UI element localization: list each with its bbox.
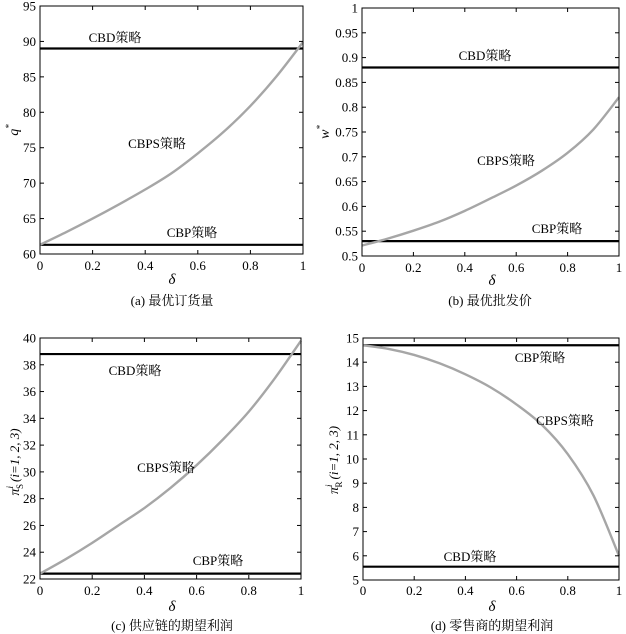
y-tick-label: 14	[346, 354, 359, 370]
plot-frame	[40, 338, 301, 579]
y-axis-label	[324, 426, 344, 494]
panel-caption: (a) 最优订货量	[130, 293, 214, 308]
y-tick-label: 26	[23, 517, 36, 533]
y-tick-label: 40	[23, 330, 36, 346]
y-axis-label-index-note: (i=1, 2, 3)	[7, 428, 22, 482]
y-axis-label-superscript: i	[5, 486, 15, 489]
series-label-cbp: CBP策略	[514, 350, 566, 365]
y-axis-label-index-note: (i=1, 2, 3)	[326, 425, 341, 480]
y-tick-label: 10	[346, 451, 359, 467]
y-tick-label: 0.8	[341, 99, 358, 115]
y-axis-label-superscript: i	[324, 484, 334, 488]
y-tick-label: 60	[23, 246, 36, 262]
x-axis-label: δ	[488, 599, 496, 615]
x-tick-label: 0.4	[136, 583, 153, 598]
y-tick-label: 70	[23, 175, 36, 191]
y-axis-label	[5, 428, 25, 495]
y-tick-label: 80	[23, 104, 36, 120]
series-label-cbd: CBD策略	[108, 363, 162, 378]
x-tick-label: 0	[359, 583, 367, 598]
x-axis-label: δ	[168, 272, 176, 288]
y-tick-label: 0.6	[341, 198, 358, 214]
y-tick-label: 0.75	[335, 124, 358, 140]
y-axis-label-symbol: q	[7, 128, 22, 136]
y-tick-label: 8	[352, 499, 359, 515]
x-tick-label: 0.4	[456, 260, 473, 275]
y-tick-label: 1	[351, 0, 358, 16]
y-tick-label: 28	[23, 491, 36, 507]
y-tick-label: 90	[23, 33, 36, 49]
y-axis-label-symbol: w	[318, 129, 333, 139]
y-tick-label: 36	[23, 384, 36, 400]
x-tick-label: 0.8	[242, 258, 259, 273]
y-tick-label: 6	[352, 548, 359, 564]
y-axis-label	[315, 125, 333, 139]
x-tick-label: 0.4	[137, 258, 154, 273]
x-tick-label: 0.6	[508, 260, 525, 275]
x-tick-label: 1	[615, 583, 623, 598]
y-tick-label: 38	[23, 357, 36, 373]
chart-panel-a	[4, 0, 306, 308]
series-label-cbps: CBPS策略	[477, 153, 535, 168]
x-tick-label: 0.6	[188, 583, 205, 598]
x-tick-label: 0.2	[406, 583, 423, 598]
y-tick-label: 0.9	[341, 50, 358, 66]
y-tick-label: 9	[352, 475, 359, 491]
chart-panel-c	[5, 331, 304, 634]
x-tick-label: 1	[615, 260, 623, 275]
y-tick-label: 11	[346, 427, 359, 443]
y-tick-label: 0.95	[335, 25, 358, 41]
x-axis-label: δ	[168, 599, 176, 615]
series-label-cbps: CBPS策略	[137, 460, 195, 475]
y-tick-label: 95	[23, 0, 36, 14]
plot-frame	[40, 6, 303, 254]
y-tick-label: 0.65	[335, 174, 358, 190]
x-tick-label: 0.8	[559, 583, 576, 598]
y-tick-label: 75	[23, 140, 36, 156]
y-tick-label: 0.7	[341, 149, 358, 165]
y-axis-label-superscript: *	[4, 124, 14, 129]
plot-frame	[363, 338, 619, 580]
y-tick-label: 34	[23, 410, 36, 426]
y-tick-label: 0.85	[335, 74, 358, 90]
x-tick-label: 0.8	[240, 583, 257, 598]
y-tick-label: 15	[346, 330, 359, 346]
series-label-cbd: CBD策略	[443, 549, 497, 564]
y-axis-label-symbol: π	[8, 488, 23, 496]
y-axis-label	[4, 124, 22, 136]
plot-frame	[362, 8, 619, 256]
series-label-cbp: CBP策略	[166, 225, 218, 240]
x-tick-label: 0	[36, 258, 44, 273]
y-tick-label: 32	[23, 437, 36, 453]
x-tick-label: 1	[299, 258, 307, 273]
x-tick-label: 0.2	[84, 258, 101, 273]
y-tick-label: 13	[346, 378, 359, 394]
x-tick-label: 0.8	[559, 260, 576, 275]
y-axis-label-subscript: S	[15, 484, 25, 490]
y-tick-label: 12	[346, 403, 359, 419]
x-tick-label: 0	[36, 583, 44, 598]
series-label-cbps: CBPS策略	[128, 136, 186, 151]
y-tick-label: 22	[23, 571, 36, 587]
series-label-cbd: CBD策略	[88, 30, 142, 45]
series-line-cbps	[363, 345, 619, 556]
y-axis-label-superscript: *	[315, 125, 325, 130]
chart-panel-d	[324, 331, 622, 634]
y-tick-label: 85	[23, 69, 36, 85]
series-label-cbp: CBP策略	[192, 553, 244, 568]
y-tick-label: 30	[23, 464, 36, 480]
x-tick-label: 1	[297, 583, 305, 598]
panel-caption: (b) 最优批发价	[448, 293, 532, 308]
panel-caption: (d) 零售商的期望利润	[430, 618, 554, 633]
series-label-cbp: CBP策略	[531, 221, 583, 236]
y-tick-label: 24	[23, 544, 36, 560]
chart-panel-b	[315, 1, 622, 309]
y-tick-label: 5	[352, 572, 359, 588]
y-axis-label-subscript: R	[334, 481, 344, 488]
y-tick-label: 7	[352, 524, 359, 540]
series-line-cbps	[40, 341, 301, 574]
y-axis-label-symbol: π	[327, 487, 342, 495]
x-axis-label: δ	[488, 273, 496, 289]
series-label-cbd: CBD策略	[458, 48, 512, 63]
x-tick-label: 0.4	[457, 583, 474, 598]
y-tick-label: 65	[23, 211, 36, 227]
x-tick-label: 0.6	[189, 258, 206, 273]
y-tick-label: 0.55	[335, 223, 358, 239]
x-tick-label: 0.2	[405, 260, 422, 275]
x-tick-label: 0	[358, 260, 366, 275]
series-label-cbps: CBPS策略	[536, 413, 594, 428]
y-tick-label: 0.5	[341, 248, 358, 264]
x-tick-label: 0.6	[508, 583, 525, 598]
x-tick-label: 0.2	[84, 583, 101, 598]
panel-caption: (c) 供应链的期望利润	[111, 618, 233, 633]
